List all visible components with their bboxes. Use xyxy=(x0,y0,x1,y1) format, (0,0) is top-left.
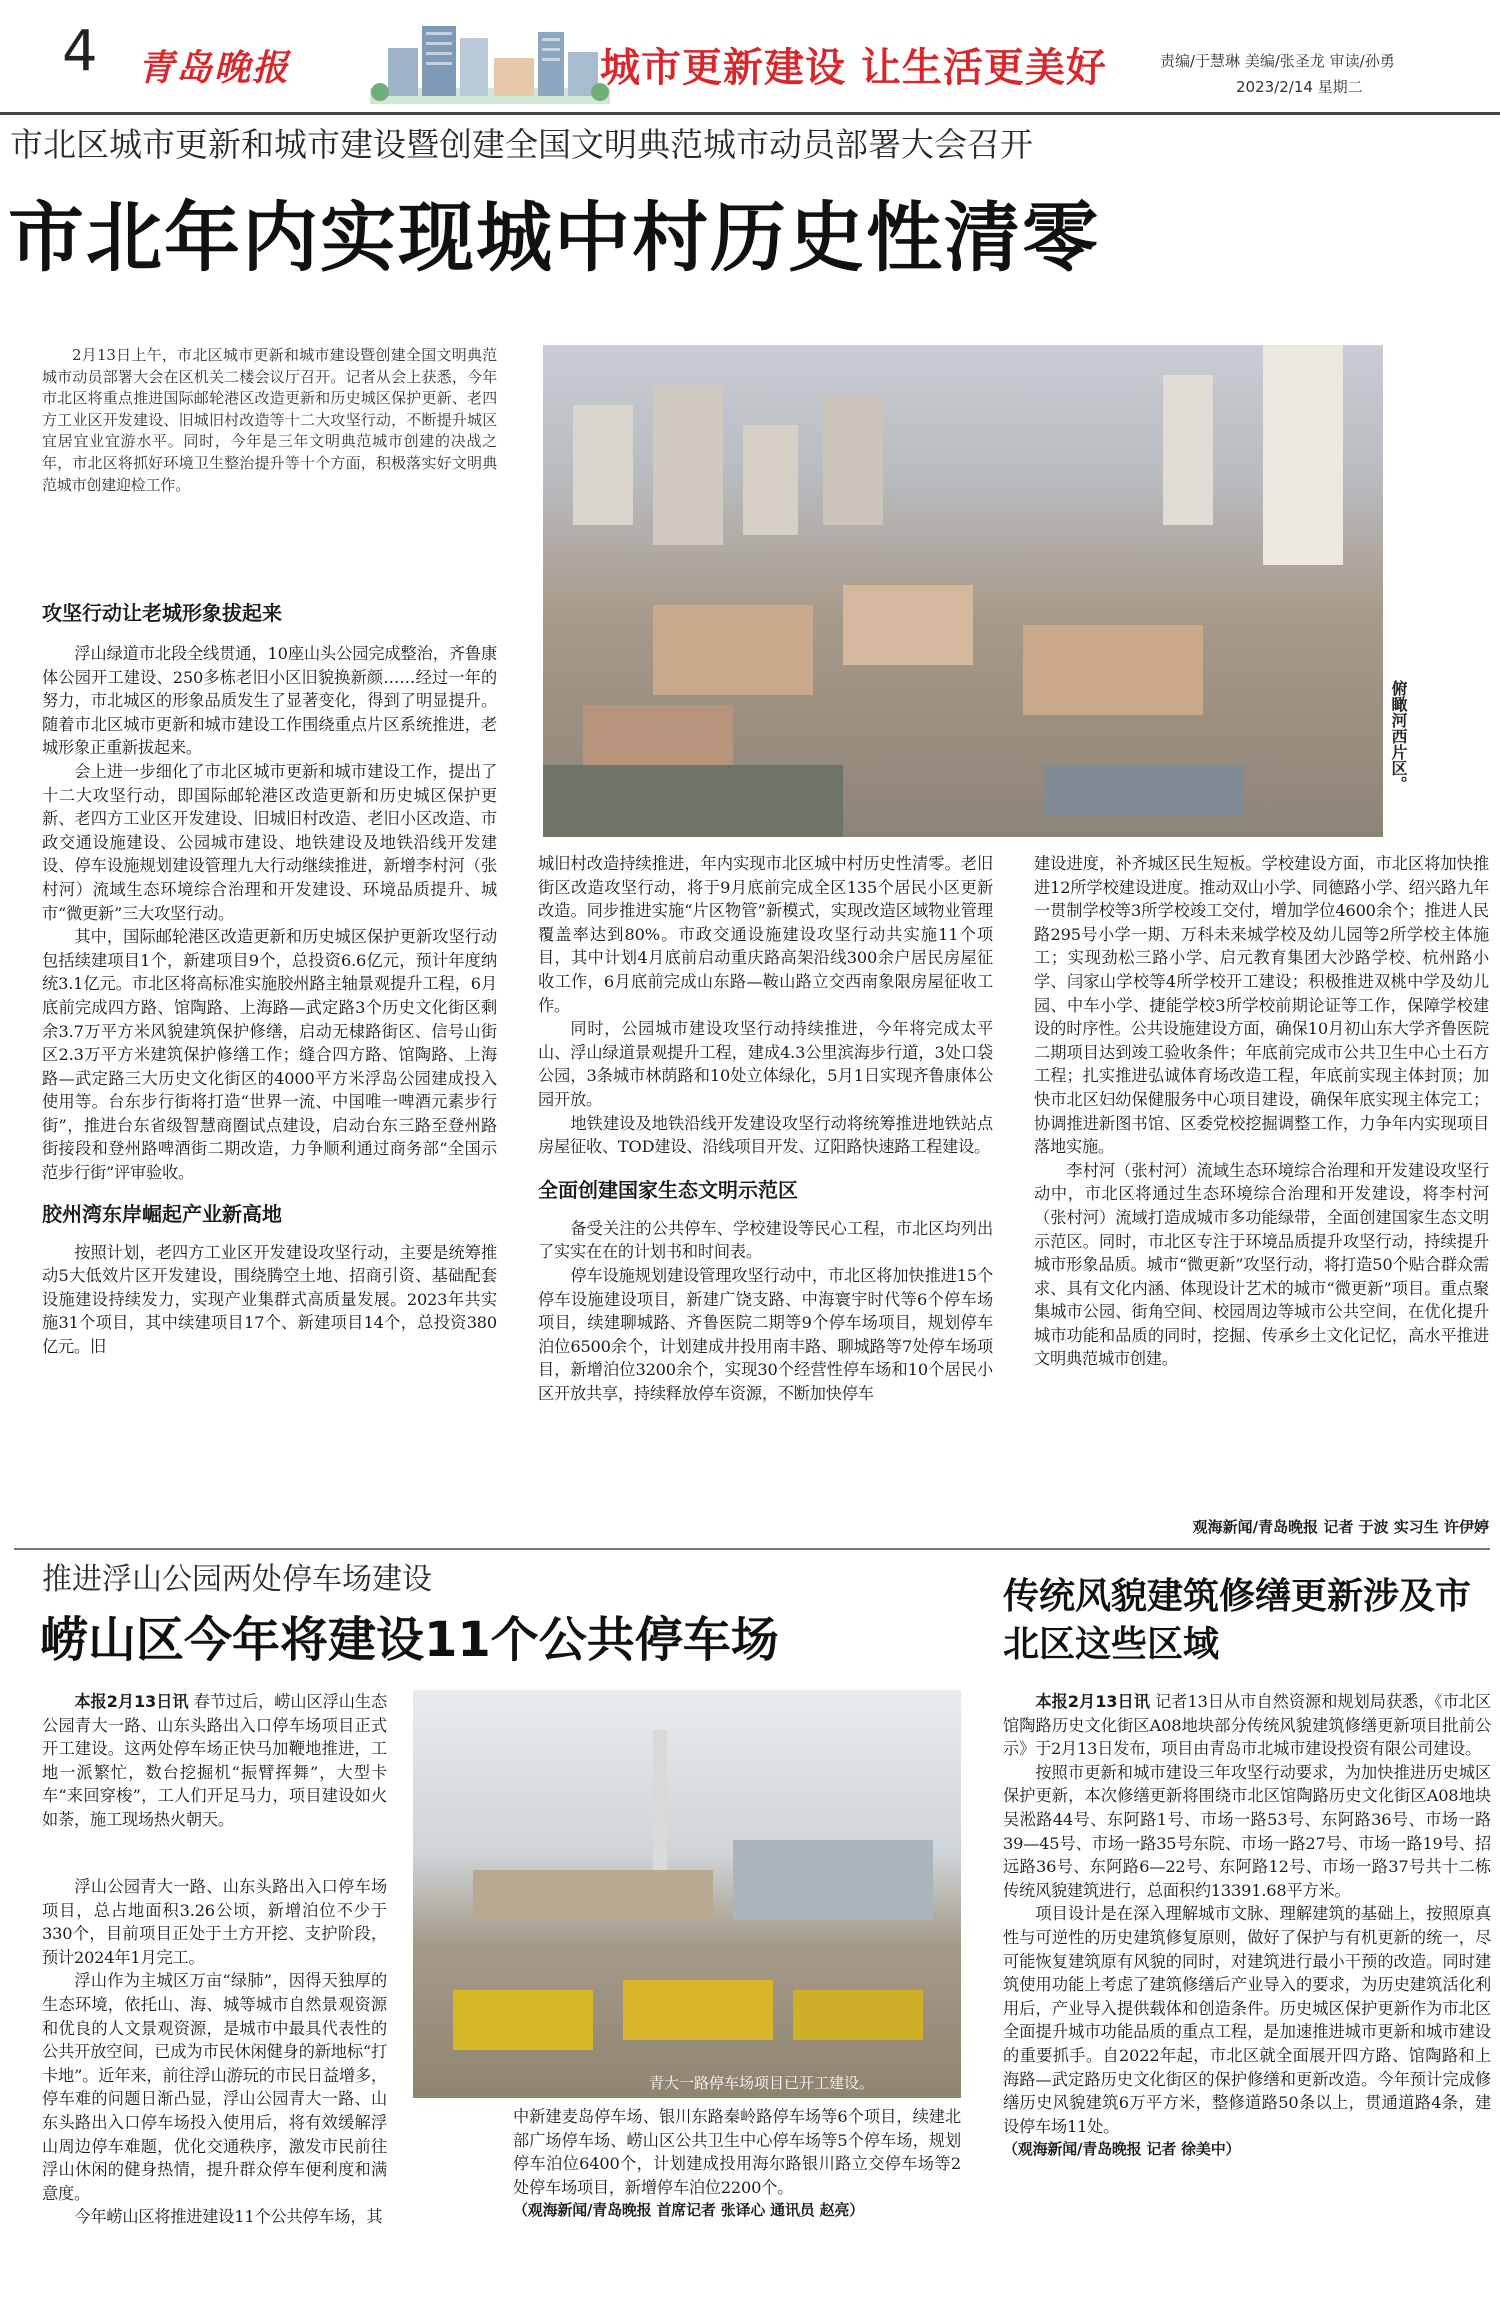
construction-photo-caption: 青大一路停车场项目已开工建设。 xyxy=(649,2074,875,2092)
story3-paragraph: 项目设计是在深入理解城市文脉、理解建筑的基础上，按照原真性与可逆性的历史建筑修复原则，做好了保护与有机更新的统一，尽可能恢复建筑原有风貌的同时，对建筑进行最小干预的改造。同时建筑使用功能上考虑了建筑修缮后产业导入的要求，为历史建筑活化利用后，产业导入提供载体和创造条件。历史城区保护更新作为市北区全面提升城市功能品质的重点工程，是加速推进城市更新和城市建设的重要抓手。自2022年起，市北区就全面展开四方路、馆陶路和上海路—武定路历史文化街区的保护修缮和更新改造。今年预计完成修缮历史风貌建筑6万平方米，整修道路50条以上，贯通道路4条，建设停车场11处。 xyxy=(1003,1904,1491,2136)
story2-column-2 xyxy=(513,2105,961,2223)
lead-headline: 市北年内实现城中村历史性清零 xyxy=(8,193,1100,282)
lead-column-2 xyxy=(538,852,993,1405)
story3-column xyxy=(1003,1690,1491,2162)
paper-name: 青岛晚报 xyxy=(138,47,291,89)
story2-byline: （观海新闻/青岛晚报 首席记者 张译心 通讯员 赵亮） xyxy=(513,2201,864,2220)
construction-photo xyxy=(413,1690,961,2098)
aerial-photo-caption: 俯瞰河西片区。 xyxy=(1389,680,1408,792)
story3-byline: （观海新闻/青岛晚报 记者 徐美中） xyxy=(1003,2140,1241,2159)
story3-dateline: 本报2月13日讯 xyxy=(1035,1692,1150,1711)
lead-column-1 xyxy=(42,600,497,1359)
story3-paragraph: 本报2月13日讯 记者13日从市自然资源和规划局获悉，《市北区馆陶路历史文化街区A08地块部分传统风貌建筑修缮更新项目批前公示》于2月13日发布，项目由青岛市北城市建设投资有限公司建设。 xyxy=(1003,1692,1491,1759)
story2-headline: 崂山区今年将建设11个公共停车场 xyxy=(40,1612,779,1668)
city-skyline-illustration xyxy=(370,18,610,104)
lead-paragraph: 李村河（张村河）流域生态环境综合治理和开发建设攻坚行动中，市北区将通过生态环境综合治理和开发建设，将李村河（张村河）流域打造成城市多功能绿带，全面创建国家生态文明示范区。同时，市北区专注于环境品质提升攻坚行动，持续提升城市形象品质。城市“微更新”攻坚行动，将打造50个贴合群众需求、具有文化内涵、体现设计艺术的城市“微更新”项目。重点聚集城市公园、街角空间、校园周边等城市公共空间，在优化提升城市功能和品质的同时，挖掘、传承乡土文化记忆，高水平推进文明典范城市创建。 xyxy=(1034,1160,1489,1369)
lead-paragraph: 同时，公园城市建设攻坚行动持续推进，今年将完成太平山、浮山绿道景观提升工程，建成4.3公里滨海步行道，3处口袋公园，3条城市林荫路和10处立体绿化，5月1日实现齐鲁康体公园开放。 xyxy=(538,1019,993,1109)
subheading-old-city: 攻坚行动让老城形象拔起来 xyxy=(42,601,282,625)
lead-column-3 xyxy=(1034,852,1489,1371)
aerial-photo xyxy=(543,345,1383,837)
lead-paragraph: 按照计划，老四方工业区开发建设攻坚行动，主要是统筹推动5大低效片区开发建设，围绕腾空土地、招商引资、基础配套设施建设持续发力，实现产业集群式高质量发展。2023年共实施31个项目，其中续建项目17个、新建项目14个，总投资380亿元。旧 xyxy=(42,1242,497,1357)
story2-kicker: 推进浮山公园两处停车场建设 xyxy=(42,1562,432,1597)
lead-paragraph: 地铁建设及地铁沿线开发建设攻坚行动将统筹推进地铁站点房屋征收、TOD建设、沿线项目开发、辽阳路快速路工程建设。 xyxy=(538,1113,993,1157)
section-divider xyxy=(14,1548,1490,1550)
story3-headline: 传统风貌建筑修缮更新涉及市北区这些区域 xyxy=(1003,1576,1472,1665)
page-slogan: 城市更新建设 让生活更美好 xyxy=(600,45,1107,91)
story2-column-1 xyxy=(42,1875,387,2229)
issue-date: 2023/2/14 星期二 xyxy=(1236,78,1363,96)
subheading-ecology: 全面创建国家生态文明示范区 xyxy=(538,1177,798,1202)
lead-paragraph: 会上进一步细化了市北区城市更新和城市建设工作，提出了十二大攻坚行动，即国际邮轮港区改造更新和历史城区保护更新、老四方工业区开发建设、旧城旧村改造、老旧小区改造、市政交通设施建设、公园城市建设、地铁建设及地铁沿线开发建设、停车设施规划建设管理九大行动继续推进，新增李村河（张村河）流域生态环境综合治理和开发建设、环境品质提升、城市“微更新”三大攻坚行动。 xyxy=(42,761,497,923)
lead-paragraph: 停车设施规划建设管理攻坚行动中，市北区将加快推进15个停车设施建设项目，新建广饶支路、中海寰宇时代等6个停车场项目，续建聊城路、齐鲁医院二期等9个停车场项目，规划停车泊位6500余个，计划建成井投用南丰路、聊城路等7处停车场项目，新增泊位3200余个，实现30个经营性停车场和10个居民小区开放共享，持续释放停车资源，不断加快停车 xyxy=(538,1265,993,1403)
story3-paragraph: 按照市更新和城市建设三年攻坚行动要求，为加快推进历史城区保护更新，本次修缮更新将围绕市北区馆陶路历史文化街区A08地块吴淞路44号、东阿路1号、市场一路53号、东阿路36号、市场一路39—45号、市场一路35号东院、市场一路27号、市场一路19号、招远路36号、东阿路6—22号、东阿路12号、市场一路37号共十二栋传统风貌建筑进行，总面积约13391.68平方米。 xyxy=(1003,1762,1491,1900)
lead-paragraph: 浮山绿道市北段全线贯通，10座山头公园完成整治，齐鲁康体公园开工建设、250多栋老旧小区旧貌换新颜……经过一年的努力，市北城区的形象品质发生了显著变化，得到了明显提升。随着市北区城市更新和城市建设工作围绕重点片区系统推进，老城形象正重新拔起来。 xyxy=(42,644,497,758)
lead-paragraph: 城旧村改造持续推进，年内实现市北区城中村历史性清零。老旧街区改造攻坚行动，将于9月底前完成全区135个居民小区更新改造。同步推进实施“片区物管”新模式，实现改造区域物业管理覆盖率达到80%。市政交通设施建设攻坚行动共实施11个项目，其中计划4月底前启动重庆路高架沿线300余户居民房屋征收工作，6月底前完成山东路—鞍山路立交西南象限房屋征收工作。 xyxy=(538,854,993,1015)
story2-paragraph: 浮山公园青大一路、山东头路出入口停车场项目，总占地面积3.26公顷，新增泊位不少于330个，目前项目正处于土方开挖、支护阶段，预计2024年1月完工。 xyxy=(42,1877,387,1967)
lead-paragraph: 其中，国际邮轮港区改造更新和历史城区保护更新攻坚行动包括续建项目1个，新建项目9个，总投资6.6亿元，预计年度纳统3.1亿元。市北区将高标准实施胶州路主轴景观提升工程，6月底前完成四方路、馆陶路、上海路—武定路3个历史文化街区剩余3.7万平方米风貌建筑保护修缮，启动无棣路街区、信号山街区2.3万平方米建筑保护修缮工作；缝合四方路、馆陶路、上海路—武定路三大历史文化街区的4000平方米浮岛公园建成投入使用等。台东步行街将打造“世界一流、中国唯一啤酒元素步行街”，推进台东省级智慧商圈试点建设，启动台东三路至登州路街接段和登州路啤酒街二期改造，力争顺利通过商务部“全国示范步行街”评审验收。 xyxy=(42,927,497,1183)
story2-paragraph: 今年崂山区将推进建设11个公共停车场，其 xyxy=(74,2207,383,2227)
subheading-industry: 胶州湾东岸崛起产业新高地 xyxy=(42,1201,282,1226)
lead-kicker: 市北区城市更新和城市建设暨创建全国文明典范城市动员部署大会召开 xyxy=(10,125,1033,164)
lead-byline: 观海新闻/青岛晚报 记者 于波 实习生 许伊婷 xyxy=(1192,1518,1489,1536)
lead-intro: 2月13日上午，市北区城市更新和城市建设暨创建全国文明典范城市动员部署大会在区机关二楼会议厅召开。记者从会上获悉，今年市北区将重点推进国际邮轮港区改造更新和历史城区保护更新、老四方工业区开发建设、旧城旧村改造等十二大攻坚行动，不断提升城区宜居宜业宜游水平。同时，今年是三年文明典范城市创建的决战之年，市北区将抓好环境卫生整治提升等十个方面，积极落实好文明典范城市创建迎检工作。 xyxy=(42,346,497,494)
story2-paragraph: 浮山作为主城区万亩“绿肺”，因得天独厚的生态环境，依托山、海、城等城市自然景观资源和优良的人文景观资源，是城市中最具代表性的公共开放空间，已成为市民休闲健身的新地标“打卡地”。近年来，前往浮山游玩的市民日益增多，停车难的问题日渐凸显，浮山公园青大一路、山东头路出入口停车场投入使用后，将有效缓解浮山周边停车难题，优化交通秩序，激发市民前往浮山休闲的健身热情，提升群众停车便利度和满意度。 xyxy=(42,1971,387,2203)
story2-dateline: 本报2月13日讯 xyxy=(74,1692,189,1711)
lead-paragraph: 建设进度，补齐城区民生短板。学校建设方面，市北区将加快推进12所学校建设进度。推动双山小学、同德路小学、绍兴路九年一贯制学校等3所学校竣工交付，增加学位4600余个；推进人民路295号小学一期、万科未来城学校及幼儿园等2所学校主体施工；实现劲松三路小学、启元教育集团大沙路学校、杭州路小学、闫家山学校等4所学校开工建设；积极推进双桃中学及幼儿园、中车小学、捷能学校3所学校前期论证等工作，保障学校建设的时序性。公共设施建设方面，确保10月初山东大学齐鲁医院二期项目达到竣工验收条件；年底前完成市公共卫生中心土石方工程；扎实推进弘诚体育场改造工程，年底前实现主体封顶；加快市北区妇幼保健服务中心项目建设，确保年底实现主体完工；协调推进新图书馆、区委党校挖掘调整工作，力争年内实现项目落地实施。 xyxy=(1034,854,1489,1157)
story2-lead-paragraph: 本报2月13日讯 春节过后，崂山区浮山生态公园青大一路、山东头路出入口停车场项目正式开工建设。这两处停车场正快马加鞭地推进，工地一派繁忙，数台挖掘机“振臂挥舞”，大型卡车“来回穿梭”，工人们开足马力，项目建设如火如荼，施工现场热火朝天。 xyxy=(42,1692,387,1829)
page-number: 4 xyxy=(62,19,98,84)
masthead-rule xyxy=(0,112,1500,115)
editors-credit: 责编/于慧琳 美编/张圣龙 审读/孙勇 xyxy=(1160,52,1395,70)
lead-paragraph: 备受关注的公共停车、学校建设等民心工程，市北区均列出了实实在在的计划书和时间表。 xyxy=(538,1218,993,1262)
story2-paragraph: 中新建麦岛停车场、银川东路秦岭路停车场等6个项目，续建北部广场停车场、崂山区公共卫生中心停车场等5个停车场，规划停车泊位6400个，计划建成投用海尔路银川路立交停车场等2处停车场项目，新增停车泊位2200个。 xyxy=(513,2107,961,2197)
